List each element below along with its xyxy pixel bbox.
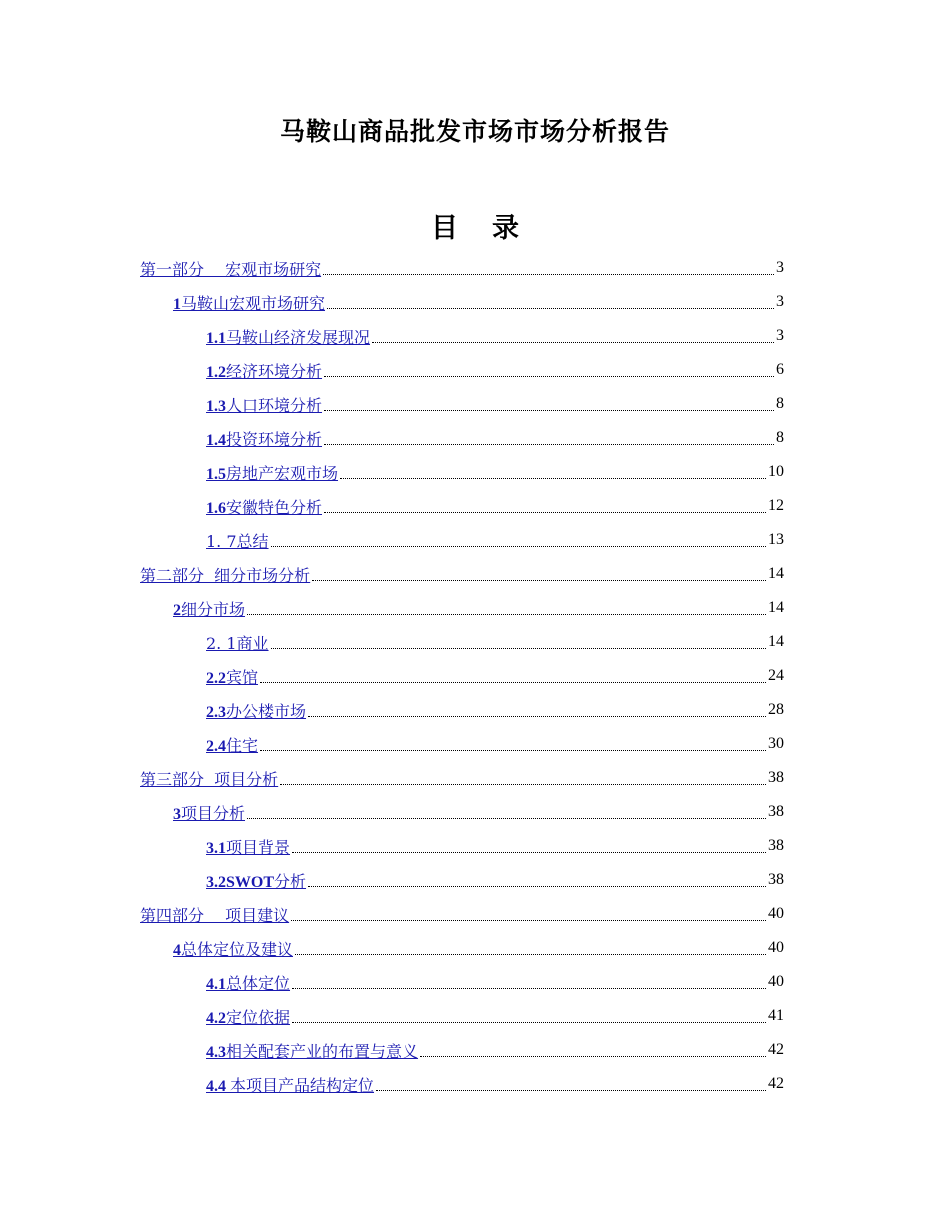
toc-entry [173,591,784,625]
toc-entry [206,421,784,455]
toc-entry-label: 住宅 [226,735,259,755]
toc-entry-link[interactable] [206,461,338,484]
toc-leader-dots [292,988,766,989]
toc-leader-dots [372,342,774,343]
toc-leader-dots [340,478,766,479]
toc-page-number: 6 [776,361,784,378]
toc-page-number: 38 [768,803,784,820]
toc-entry-number: 1.2 [206,363,226,381]
toc-entry [173,795,784,829]
toc-page-number: 42 [768,1041,784,1058]
toc-entry [206,353,784,387]
toc-entry [173,285,784,319]
toc-leader-dots [291,920,766,921]
toc-entry-label: 马鞍山经济发展现况 [226,327,371,347]
toc-entry-link[interactable] [206,1039,418,1062]
toc-entry [206,625,784,659]
toc-entry-link[interactable] [206,733,258,756]
toc-leader-dots [324,512,766,513]
toc-entry-link[interactable] [206,393,322,416]
toc-entry-link[interactable] [206,427,322,450]
toc-entry [206,489,784,523]
toc-entry-number: 2.4 [206,737,226,755]
toc-page-number: 8 [776,429,784,446]
toc-entry [206,999,784,1033]
toc-entry-link[interactable] [173,937,293,960]
toc-entry-label: 第一部分 宏观市场研究 [140,259,322,279]
toc-entry-number: 1.5 [206,465,226,483]
toc-entry-link[interactable] [206,665,258,688]
toc-entry-link[interactable] [173,597,245,620]
toc-entry-label: 细分市场 [181,599,246,619]
toc-leader-dots [420,1056,766,1057]
toc-page-number: 40 [768,973,784,990]
toc-entry-link[interactable] [206,835,290,858]
toc-entry-label: 经济环境分析 [226,361,323,381]
toc-entry-link[interactable] [140,257,321,280]
toc-entry-number: 4.1 [206,975,226,993]
toc-entry-label: 第四部分 项目建议 [140,905,290,925]
toc-entry [140,761,784,795]
toc-entry-number: 1.1 [206,329,226,347]
toc-entry [206,693,784,727]
toc-heading [0,206,950,245]
toc-entry-number: 4 [173,941,181,959]
toc-entry-number: 1.4 [206,431,226,449]
toc-page-number: 38 [768,871,784,888]
toc-entry [140,251,784,285]
toc-entry-link[interactable] [140,903,289,926]
toc-page-number: 12 [768,497,784,514]
toc-entry-link[interactable] [206,359,322,382]
toc-leader-dots [308,886,766,887]
toc-page-number: 30 [768,735,784,752]
toc-entry-link[interactable] [206,529,269,552]
toc-entry-number: 4.4 [206,1077,230,1095]
toc-leader-dots [271,546,766,547]
toc-leader-dots [308,716,766,717]
toc-entry-label: 总体定位 [226,973,291,993]
toc-entry-link[interactable] [140,767,278,790]
toc-page-number: 3 [776,259,784,276]
toc-leader-dots [324,410,774,411]
toc-leader-dots [327,308,774,309]
toc-entry-number: 1.6 [206,499,226,517]
toc-entry-label: 分析 [274,871,307,891]
toc-page-number: 8 [776,395,784,412]
toc-entry [140,897,784,931]
document-title: 马鞍山商品批发市场市场分析报告 [279,117,670,146]
toc-leader-dots [292,852,766,853]
toc-leader-dots [292,1022,766,1023]
toc-page-number: 14 [768,599,784,616]
toc-page-number: 10 [768,463,784,480]
toc-entry-label: 第三部分 项目分析 [140,769,279,789]
toc-leader-dots [295,954,766,955]
toc-entry [206,1067,784,1101]
toc-page-number: 14 [768,633,784,650]
toc-entry-label: 项目背景 [226,837,291,857]
toc-page-number: 13 [768,531,784,548]
toc-entry [206,863,784,897]
toc-entry-label: 第二部分 细分市场分析 [140,565,311,585]
toc-entry-number: 2.3 [206,703,226,721]
toc-leader-dots [247,818,766,819]
toc-entry-link[interactable] [140,563,310,586]
toc-entry [206,455,784,489]
toc-page-number: 28 [768,701,784,718]
toc-entry-label: 总体定位及建议 [181,939,294,959]
toc-page-number: 38 [768,837,784,854]
toc-leader-dots [280,784,766,785]
toc-page-number: 40 [768,939,784,956]
toc-leader-dots [260,682,766,683]
toc-page-number: 42 [768,1075,784,1092]
toc-entry [206,727,784,761]
toc-heading-char-2: 录 [492,213,519,244]
toc-entry [206,1033,784,1067]
toc-entry [206,829,784,863]
toc-entry-link[interactable] [206,1005,290,1028]
toc-entry-label: 安徽特色分析 [226,497,323,517]
toc-page-number: 41 [768,1007,784,1024]
toc-entry-label: 1. 7总结 [206,531,269,551]
toc-leader-dots [271,648,766,649]
toc-entry-number: 3.2SWOT [206,873,275,891]
toc-leader-dots [324,444,774,445]
toc-leader-dots [376,1090,766,1091]
toc-entry-number: 2 [173,601,181,619]
toc-entry-label: 宾馆 [226,667,259,687]
toc-entry [140,557,784,591]
toc-entry-number: 1.3 [206,397,226,415]
toc-entry [206,965,784,999]
toc-entry-link[interactable] [206,495,322,518]
toc-entry-link[interactable] [206,325,370,348]
toc-entry-number: 4.3 [206,1043,226,1061]
toc-page-number: 40 [768,905,784,922]
toc-entry-number: 3 [173,805,181,823]
toc-page-number: 38 [768,769,784,786]
toc-entry-label: 相关配套产业的布置与意义 [226,1041,419,1061]
toc-entry-link[interactable] [173,291,325,314]
toc-entry-number: 2.2 [206,669,226,687]
toc-entry-label: 房地产宏观市场 [226,463,339,483]
toc-entry-label: 投资环境分析 [226,429,323,449]
toc-heading-char-1: 目 [431,213,458,244]
toc-entry-label: 定位依据 [226,1007,291,1027]
toc-leader-dots [247,614,766,615]
toc-entry-link[interactable] [206,631,269,654]
toc-entry-label: 2. 1商业 [206,633,269,653]
toc-entry [206,659,784,693]
toc-entry-link[interactable] [206,869,306,892]
toc-entry-label: 本项目产品结构定位 [230,1075,375,1095]
toc-entry-number: 3.1 [206,839,226,857]
toc-entry-link[interactable] [206,699,306,722]
toc-page-number: 24 [768,667,784,684]
toc-entry-link[interactable] [173,801,245,824]
toc-entry-label: 人口环境分析 [226,395,323,415]
toc-leader-dots [260,750,766,751]
toc-entry [206,387,784,421]
toc-leader-dots [324,376,774,377]
toc-entry-label: 项目分析 [181,803,246,823]
toc-leader-dots [312,580,766,581]
toc-page-number: 3 [776,327,784,344]
toc-leader-dots [323,274,774,275]
toc-entry-number: 1 [173,295,181,313]
toc-page-number: 3 [776,293,784,310]
toc-page-number: 14 [768,565,784,582]
toc-entry-label: 办公楼市场 [226,701,307,721]
toc-entry [173,931,784,965]
toc-entry [206,523,784,557]
toc-entry-label: 马鞍山宏观市场研究 [181,293,326,313]
toc-entry-number: 4.2 [206,1009,226,1027]
toc-entry-link[interactable] [206,1073,374,1096]
toc-entry [206,319,784,353]
toc-entry-link[interactable] [206,971,290,994]
